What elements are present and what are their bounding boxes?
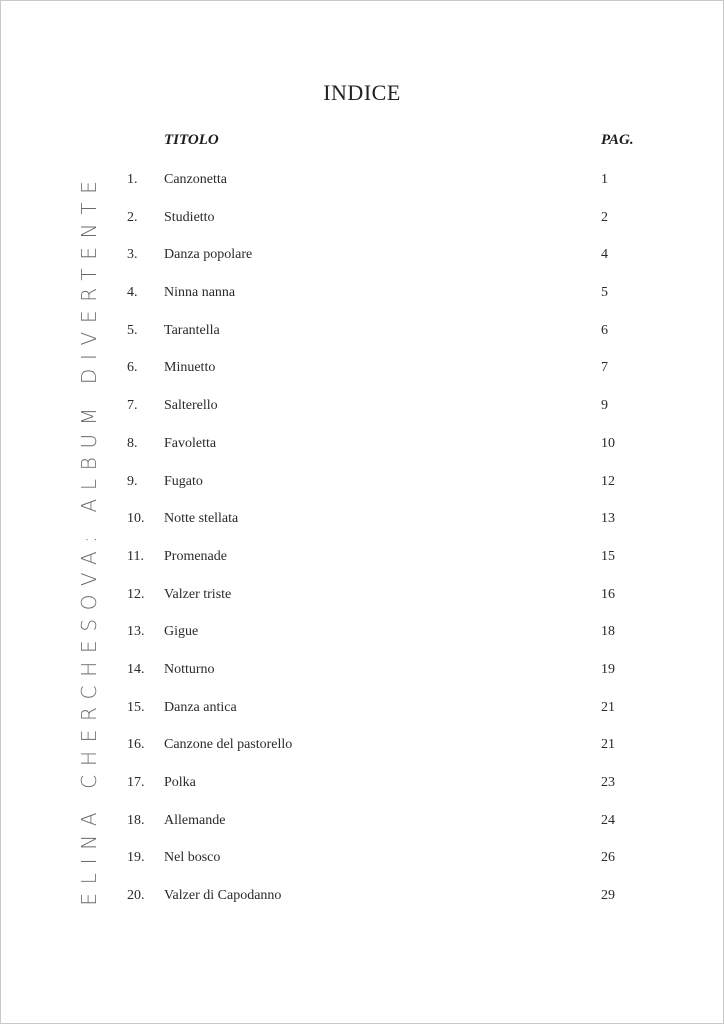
toc-title: Canzonetta (164, 172, 227, 187)
toc-title: Notte stellata (164, 511, 239, 527)
toc-number: 14. (127, 661, 145, 677)
toc-number: 3. (127, 247, 138, 263)
toc-page-number: 21 (601, 699, 615, 715)
toc-page-number: 7 (601, 360, 608, 376)
toc-number: 19. (127, 850, 145, 866)
toc-row (1, 169, 723, 207)
toc-page-number: 5 (601, 285, 608, 301)
table-of-contents (1, 169, 723, 923)
toc-title: Fugato (164, 473, 203, 489)
toc-title: Salterello (164, 398, 218, 414)
page-column-header: PAG. (601, 132, 634, 148)
toc-page-number: 24 (601, 812, 615, 828)
toc-page-number: 26 (601, 850, 615, 866)
toc-row (1, 584, 723, 622)
toc-title: Notturno (164, 661, 215, 677)
toc-row (1, 697, 723, 735)
toc-number: 18. (127, 812, 145, 828)
toc-title: Studietto (164, 209, 215, 225)
toc-row (1, 508, 723, 546)
toc-page-number: 12 (601, 473, 615, 489)
toc-number: 10. (127, 511, 145, 527)
toc-page-number: 1 (601, 172, 608, 187)
toc-row (1, 810, 723, 848)
toc-row (1, 546, 723, 584)
toc-number: 15. (127, 699, 145, 715)
toc-row (1, 734, 723, 772)
toc-row (1, 282, 723, 320)
toc-title: Nel bosco (164, 850, 221, 866)
toc-row (1, 471, 723, 509)
toc-title: Tarantella (164, 322, 220, 338)
toc-row (1, 244, 723, 282)
toc-row (1, 847, 723, 885)
toc-row (1, 320, 723, 358)
toc-title: Promenade (164, 548, 227, 564)
toc-title: Minuetto (164, 360, 216, 376)
toc-row (1, 433, 723, 471)
toc-title: Valzer di Capodanno (164, 888, 282, 904)
toc-page-number: 2 (601, 209, 608, 225)
toc-page-number: 15 (601, 548, 615, 564)
toc-page-number: 16 (601, 586, 615, 602)
toc-number: 13. (127, 624, 145, 640)
toc-row (1, 207, 723, 245)
toc-row (1, 885, 723, 923)
toc-title: Favoletta (164, 435, 217, 451)
toc-row (1, 659, 723, 697)
toc-page-number: 18 (601, 624, 615, 640)
toc-title: Danza antica (164, 699, 237, 715)
toc-number: 17. (127, 775, 145, 790)
toc-page-number: 4 (601, 247, 608, 263)
toc-page-number: 21 (601, 737, 615, 753)
spine-text: ELINA CHERCHESOVA: ALBUM DIVERTENTE (77, 172, 101, 906)
toc-row (1, 395, 723, 433)
toc-page-number: 29 (601, 888, 615, 904)
toc-page-number: 6 (601, 322, 608, 338)
toc-number: 2. (127, 209, 138, 225)
toc-number: 11. (127, 548, 144, 564)
toc-title: Gigue (164, 624, 199, 640)
toc-title: Ninna nanna (164, 285, 236, 301)
toc-row (1, 772, 723, 810)
toc-title: Danza popolare (164, 247, 253, 263)
toc-page-number: 19 (601, 661, 615, 677)
page-title: INDICE (323, 80, 401, 105)
toc-page-number: 9 (601, 398, 608, 414)
toc-title: Polka (164, 775, 196, 790)
toc-title: Allemande (164, 812, 226, 828)
toc-row (1, 357, 723, 395)
toc-number: 20. (127, 888, 145, 904)
toc-number: 9. (127, 473, 138, 489)
toc-title: Canzone del pastorello (164, 737, 293, 753)
toc-row (1, 621, 723, 659)
toc-page-number: 23 (601, 775, 615, 790)
toc-page-number: 13 (601, 511, 615, 527)
toc-number: 8. (127, 435, 138, 451)
title-column-header: TITOLO (164, 132, 219, 148)
toc-number: 12. (127, 586, 145, 602)
toc-page-number: 10 (601, 435, 615, 451)
toc-title: Valzer triste (164, 586, 232, 602)
toc-number: 7. (127, 398, 138, 414)
toc-number: 6. (127, 360, 138, 376)
toc-number: 4. (127, 285, 138, 301)
toc-number: 1. (127, 172, 138, 187)
toc-number: 5. (127, 322, 138, 338)
toc-number: 16. (127, 737, 145, 753)
